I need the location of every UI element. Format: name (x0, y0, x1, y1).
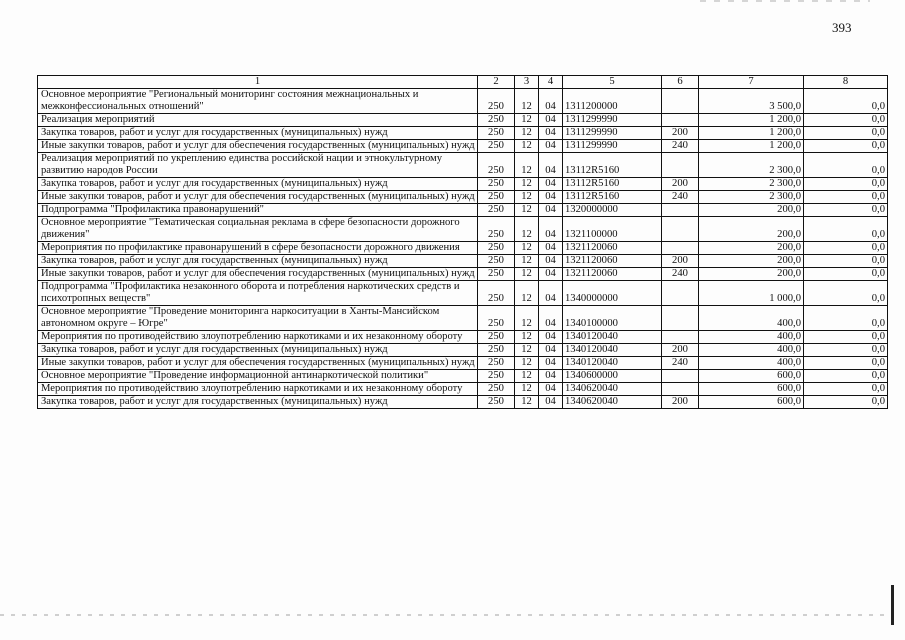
row-amount-cell: 600,0 (699, 396, 804, 409)
row-amount-cell: 400,0 (699, 357, 804, 370)
row-code-cell: 1340000000 (563, 281, 662, 306)
row-col4-cell: 04 (539, 204, 563, 217)
row-col8-cell: 0,0 (804, 331, 888, 344)
row-code-cell: 1321100000 (563, 217, 662, 242)
row-type-cell: 200 (662, 127, 699, 140)
row-name-cell: Мероприятия по противодействию злоупотреблению наркотиками и их незаконному обороту (38, 383, 478, 396)
row-col8-cell: 0,0 (804, 89, 888, 114)
row-code-cell: 1321120060 (563, 242, 662, 255)
row-amount-cell: 400,0 (699, 344, 804, 357)
row-type-cell (662, 242, 699, 255)
row-col8-cell: 0,0 (804, 204, 888, 217)
row-col2-cell: 250 (478, 344, 515, 357)
table-row (38, 140, 888, 153)
row-col2-cell: 250 (478, 306, 515, 331)
header-cell: 6 (662, 76, 699, 89)
row-type-cell (662, 331, 699, 344)
row-col2-cell: 250 (478, 127, 515, 140)
row-type-cell (662, 217, 699, 242)
row-col2-cell: 250 (478, 140, 515, 153)
row-col4-cell: 04 (539, 255, 563, 268)
row-col3-cell: 12 (515, 344, 539, 357)
row-col4-cell: 04 (539, 140, 563, 153)
row-col8-cell: 0,0 (804, 217, 888, 242)
row-col3-cell: 12 (515, 178, 539, 191)
row-name-cell: Основное мероприятие "Тематическая социальная реклама в сфере безопасности дорожного движения" (38, 217, 478, 242)
row-col3-cell: 12 (515, 281, 539, 306)
row-name-cell: Иные закупки товаров, работ и услуг для обеспечения государственных (муниципальных) нужд (38, 140, 478, 153)
row-col4-cell: 04 (539, 191, 563, 204)
row-type-cell (662, 306, 699, 331)
row-col3-cell: 12 (515, 217, 539, 242)
row-col2-cell: 250 (478, 281, 515, 306)
row-col2-cell: 250 (478, 114, 515, 127)
row-col4-cell: 04 (539, 242, 563, 255)
row-col8-cell: 0,0 (804, 370, 888, 383)
row-amount-cell: 200,0 (699, 255, 804, 268)
row-col4-cell: 04 (539, 331, 563, 344)
row-col4-cell: 04 (539, 281, 563, 306)
row-col3-cell: 12 (515, 89, 539, 114)
scan-artifact-top (700, 0, 870, 2)
row-col8-cell: 0,0 (804, 357, 888, 370)
row-amount-cell: 600,0 (699, 370, 804, 383)
row-col2-cell: 250 (478, 396, 515, 409)
row-name-cell: Подпрограмма "Профилактика незаконного оборота и потребления наркотических средств и психотропных веществ" (38, 281, 478, 306)
header-cell: 7 (699, 76, 804, 89)
row-amount-cell: 600,0 (699, 383, 804, 396)
row-name-cell: Закупка товаров, работ и услуг для государственных (муниципальных) нужд (38, 255, 478, 268)
row-col4-cell: 04 (539, 396, 563, 409)
row-col3-cell: 12 (515, 204, 539, 217)
row-col8-cell: 0,0 (804, 178, 888, 191)
table-row (38, 242, 888, 255)
table-row (38, 153, 888, 178)
row-col3-cell: 12 (515, 114, 539, 127)
header-cell: 2 (478, 76, 515, 89)
row-col2-cell: 250 (478, 204, 515, 217)
row-col4-cell: 04 (539, 370, 563, 383)
row-amount-cell: 1 200,0 (699, 114, 804, 127)
budget-table (37, 75, 888, 409)
row-col4-cell: 04 (539, 357, 563, 370)
row-col3-cell: 12 (515, 396, 539, 409)
row-type-cell (662, 383, 699, 396)
row-amount-cell: 200,0 (699, 204, 804, 217)
row-col8-cell: 0,0 (804, 306, 888, 331)
row-col2-cell: 250 (478, 331, 515, 344)
row-type-cell: 200 (662, 396, 699, 409)
row-amount-cell: 1 200,0 (699, 140, 804, 153)
row-amount-cell: 200,0 (699, 217, 804, 242)
header-cell: 4 (539, 76, 563, 89)
row-col3-cell: 12 (515, 331, 539, 344)
table-row (38, 306, 888, 331)
row-code-cell: 1340120040 (563, 331, 662, 344)
row-col2-cell: 250 (478, 357, 515, 370)
row-amount-cell: 2 300,0 (699, 178, 804, 191)
row-type-cell: 240 (662, 268, 699, 281)
row-amount-cell: 400,0 (699, 306, 804, 331)
row-col4-cell: 04 (539, 217, 563, 242)
row-col2-cell: 250 (478, 383, 515, 396)
header-cell: 3 (515, 76, 539, 89)
row-col8-cell: 0,0 (804, 396, 888, 409)
table-row (38, 357, 888, 370)
row-code-cell: 13112R5160 (563, 153, 662, 178)
table-row (38, 204, 888, 217)
row-col8-cell: 0,0 (804, 255, 888, 268)
row-name-cell: Мероприятия по противодействию злоупотреблению наркотиками и их незаконному обороту (38, 331, 478, 344)
row-code-cell: 1321120060 (563, 268, 662, 281)
table-header-row (38, 76, 888, 89)
header-cell: 8 (804, 76, 888, 89)
row-col4-cell: 04 (539, 89, 563, 114)
row-amount-cell: 200,0 (699, 242, 804, 255)
row-col3-cell: 12 (515, 127, 539, 140)
row-type-cell (662, 153, 699, 178)
row-type-cell: 240 (662, 140, 699, 153)
row-type-cell: 240 (662, 357, 699, 370)
row-col4-cell: 04 (539, 306, 563, 331)
row-code-cell: 1311299990 (563, 114, 662, 127)
row-col2-cell: 250 (478, 191, 515, 204)
table-row (38, 89, 888, 114)
row-name-cell: Основное мероприятие "Проведение информационной антинаркотической политики" (38, 370, 478, 383)
row-name-cell: Реализация мероприятий по укреплению единства российской нации и этнокультурному развитию народов России (38, 153, 478, 178)
header-cell: 5 (563, 76, 662, 89)
row-col8-cell: 0,0 (804, 114, 888, 127)
row-col8-cell: 0,0 (804, 268, 888, 281)
row-col2-cell: 250 (478, 153, 515, 178)
row-col8-cell: 0,0 (804, 242, 888, 255)
row-col4-cell: 04 (539, 127, 563, 140)
row-col2-cell: 250 (478, 242, 515, 255)
row-name-cell: Закупка товаров, работ и услуг для государственных (муниципальных) нужд (38, 178, 478, 191)
row-col2-cell: 250 (478, 178, 515, 191)
row-col4-cell: 04 (539, 114, 563, 127)
row-col3-cell: 12 (515, 306, 539, 331)
row-type-cell: 200 (662, 344, 699, 357)
row-col4-cell: 04 (539, 178, 563, 191)
row-code-cell: 1321120060 (563, 255, 662, 268)
row-name-cell: Закупка товаров, работ и услуг для государственных (муниципальных) нужд (38, 396, 478, 409)
row-type-cell (662, 89, 699, 114)
row-code-cell: 13112R5160 (563, 178, 662, 191)
row-name-cell: Мероприятия по профилактике правонарушений в сфере безопасности дорожного движения (38, 242, 478, 255)
table-row (38, 127, 888, 140)
row-name-cell: Реализация мероприятий (38, 114, 478, 127)
row-type-cell: 200 (662, 255, 699, 268)
table-row (38, 370, 888, 383)
row-col8-cell: 0,0 (804, 344, 888, 357)
row-amount-cell: 200,0 (699, 268, 804, 281)
row-code-cell: 1340620040 (563, 383, 662, 396)
row-col8-cell: 0,0 (804, 140, 888, 153)
row-code-cell: 1311200000 (563, 89, 662, 114)
row-col3-cell: 12 (515, 268, 539, 281)
row-col2-cell: 250 (478, 268, 515, 281)
row-col8-cell: 0,0 (804, 153, 888, 178)
row-col2-cell: 250 (478, 255, 515, 268)
row-name-cell: Основное мероприятие "Проведение мониторинга наркоситуации в Ханты-Мансийском автономном округе – Югре" (38, 306, 478, 331)
row-type-cell: 240 (662, 191, 699, 204)
row-amount-cell: 2 300,0 (699, 153, 804, 178)
row-amount-cell: 3 500,0 (699, 89, 804, 114)
row-col4-cell: 04 (539, 268, 563, 281)
row-code-cell: 13112R5160 (563, 191, 662, 204)
table-row (38, 331, 888, 344)
row-col3-cell: 12 (515, 383, 539, 396)
row-col2-cell: 250 (478, 370, 515, 383)
row-code-cell: 1311299990 (563, 140, 662, 153)
table-row (38, 268, 888, 281)
row-name-cell: Иные закупки товаров, работ и услуг для обеспечения государственных (муниципальных) нужд (38, 191, 478, 204)
header-cell: 1 (38, 76, 478, 89)
table-row (38, 396, 888, 409)
row-name-cell: Закупка товаров, работ и услуг для государственных (муниципальных) нужд (38, 127, 478, 140)
scan-artifact-bottom (0, 614, 890, 616)
row-code-cell: 1340120040 (563, 357, 662, 370)
row-col2-cell: 250 (478, 217, 515, 242)
row-col8-cell: 0,0 (804, 281, 888, 306)
row-col8-cell: 0,0 (804, 127, 888, 140)
row-col3-cell: 12 (515, 370, 539, 383)
row-code-cell: 1311299990 (563, 127, 662, 140)
row-col3-cell: 12 (515, 153, 539, 178)
row-col3-cell: 12 (515, 140, 539, 153)
row-col4-cell: 04 (539, 344, 563, 357)
scan-artifact-right-rule (891, 585, 894, 625)
row-code-cell: 1320000000 (563, 204, 662, 217)
row-col4-cell: 04 (539, 153, 563, 178)
row-amount-cell: 400,0 (699, 331, 804, 344)
row-code-cell: 1340600000 (563, 370, 662, 383)
row-type-cell (662, 114, 699, 127)
row-name-cell: Закупка товаров, работ и услуг для государственных (муниципальных) нужд (38, 344, 478, 357)
table-row (38, 255, 888, 268)
table-row (38, 383, 888, 396)
row-col2-cell: 250 (478, 89, 515, 114)
row-name-cell: Основное мероприятие "Региональный мониторинг состояния межнациональных и межконфессиональных отношений" (38, 89, 478, 114)
row-amount-cell: 1 200,0 (699, 127, 804, 140)
table-row (38, 114, 888, 127)
row-type-cell (662, 204, 699, 217)
table-row (38, 217, 888, 242)
row-code-cell: 1340100000 (563, 306, 662, 331)
row-name-cell: Подпрограмма "Профилактика правонарушений" (38, 204, 478, 217)
row-col3-cell: 12 (515, 357, 539, 370)
row-type-cell: 200 (662, 178, 699, 191)
row-col3-cell: 12 (515, 255, 539, 268)
row-col3-cell: 12 (515, 242, 539, 255)
page-number: 393 (832, 20, 852, 35)
row-col3-cell: 12 (515, 191, 539, 204)
row-type-cell (662, 281, 699, 306)
row-code-cell: 1340620040 (563, 396, 662, 409)
row-col4-cell: 04 (539, 383, 563, 396)
row-name-cell: Иные закупки товаров, работ и услуг для обеспечения государственных (муниципальных) нужд (38, 268, 478, 281)
table-row (38, 344, 888, 357)
row-name-cell: Иные закупки товаров, работ и услуг для обеспечения государственных (муниципальных) нужд (38, 357, 478, 370)
table-row (38, 281, 888, 306)
table-row (38, 178, 888, 191)
row-code-cell: 1340120040 (563, 344, 662, 357)
row-amount-cell: 1 000,0 (699, 281, 804, 306)
table-row (38, 191, 888, 204)
row-type-cell (662, 370, 699, 383)
row-amount-cell: 2 300,0 (699, 191, 804, 204)
row-col8-cell: 0,0 (804, 191, 888, 204)
row-col8-cell: 0,0 (804, 383, 888, 396)
